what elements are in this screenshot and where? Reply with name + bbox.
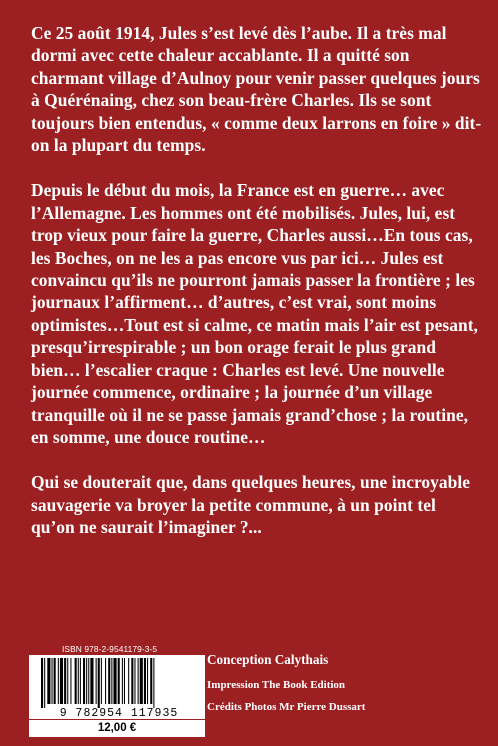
isbn-barcode — [29, 655, 205, 719]
barcode-bar — [52, 658, 53, 704]
credits-block — [207, 652, 487, 714]
barcode-bar — [88, 658, 89, 704]
barcode-bar — [124, 658, 125, 704]
barcode-bar — [44, 658, 45, 708]
barcode-bar — [54, 658, 56, 704]
barcode-bar — [122, 658, 123, 704]
blurb-paragraph-2: Depuis le début du mois, la France est en guerre… avec l’Allemagne. Les hommes ont été mobilisés. Jules, lui, est trop vieux pour faire la guerre, Charles aussi…En tous cas, les Boches, on ne les a pas encore vus par ici… Jules est convaincu qu’ils ne pourront jamais passer la frontière ; les journaux l’affirment… d’autres, c’est vrai, sont moins optimistes…Tout est si calme, ce matin mais l’air est pesant, presqu’irrespirable ; un bon orage ferait le plus grand bien… l’escalier craque : Charles est levé. Une nouvelle journée commence, ordinaire ; la journée d’un village tranquille où il ne se passe jamais grand’chose ; la routine, en somme, une douce routine… — [31, 180, 478, 447]
barcode-bar — [111, 658, 112, 704]
barcode-bar — [153, 658, 154, 708]
barcode-bar — [70, 658, 71, 704]
barcode-digits: 9 782954 117935 — [59, 707, 179, 719]
back-cover-blurb — [31, 22, 483, 539]
barcode-bar — [96, 658, 97, 704]
barcode-bar — [83, 658, 85, 704]
barcode-bar — [86, 658, 87, 704]
barcode-bar — [105, 658, 106, 704]
barcode-bar — [90, 658, 93, 704]
barcode-bar — [138, 658, 139, 704]
barcode-bar — [64, 658, 66, 704]
blurb-paragraph-3: Qui se douterait que, dans quelques heures, une incroyable sauvagerie va broyer la petite commune, à un point tel qu’on ne saurait l’imaginer ?... — [31, 472, 471, 538]
barcode-bar — [144, 658, 146, 704]
barcode-bar — [60, 658, 63, 704]
barcode-bar — [147, 658, 148, 704]
barcode-bar — [140, 658, 143, 704]
barcode-bar — [58, 658, 59, 704]
blurb-paragraph-1: Ce 25 août 1914, Jules s’est levé dès l’aube. Il a très mal dormi avec cette chaleur accablante. Il a quitté son charmant village d’Aulnoy pour venir passer quelques jours à Quérénaing, chez son beau-frère Charles. Ils se sont toujours bien entendus, « comme deux larrons en foire » dit-on la plupart du temps. — [31, 23, 482, 156]
barcode-bar — [41, 658, 43, 708]
barcode-bar — [67, 658, 68, 704]
price-label: 12,00 € — [29, 720, 205, 737]
barcode-bar — [101, 658, 102, 704]
barcode-bar — [113, 658, 116, 704]
credit-printing: Impression The Book Edition — [207, 679, 346, 691]
barcode-bar — [128, 658, 129, 704]
barcode-bar — [80, 658, 81, 704]
isbn-label: ISBN 978-2-9541179-3-5 — [62, 644, 158, 654]
barcode-bar — [150, 658, 152, 704]
credit-photos: Crédits Photos Mr Pierre Dussart — [207, 701, 366, 713]
barcode-bar — [134, 658, 135, 704]
barcode-bar — [78, 658, 79, 704]
barcode-graphic — [29, 655, 205, 719]
barcode-bars — [41, 658, 154, 708]
barcode-bar — [118, 658, 120, 704]
barcode-bar — [108, 658, 110, 704]
barcode-bar — [75, 658, 77, 704]
barcode-bar — [131, 658, 133, 704]
barcode-bar — [47, 658, 50, 704]
barcode-bar — [98, 658, 100, 708]
credit-design: Conception Calythais — [207, 652, 329, 667]
